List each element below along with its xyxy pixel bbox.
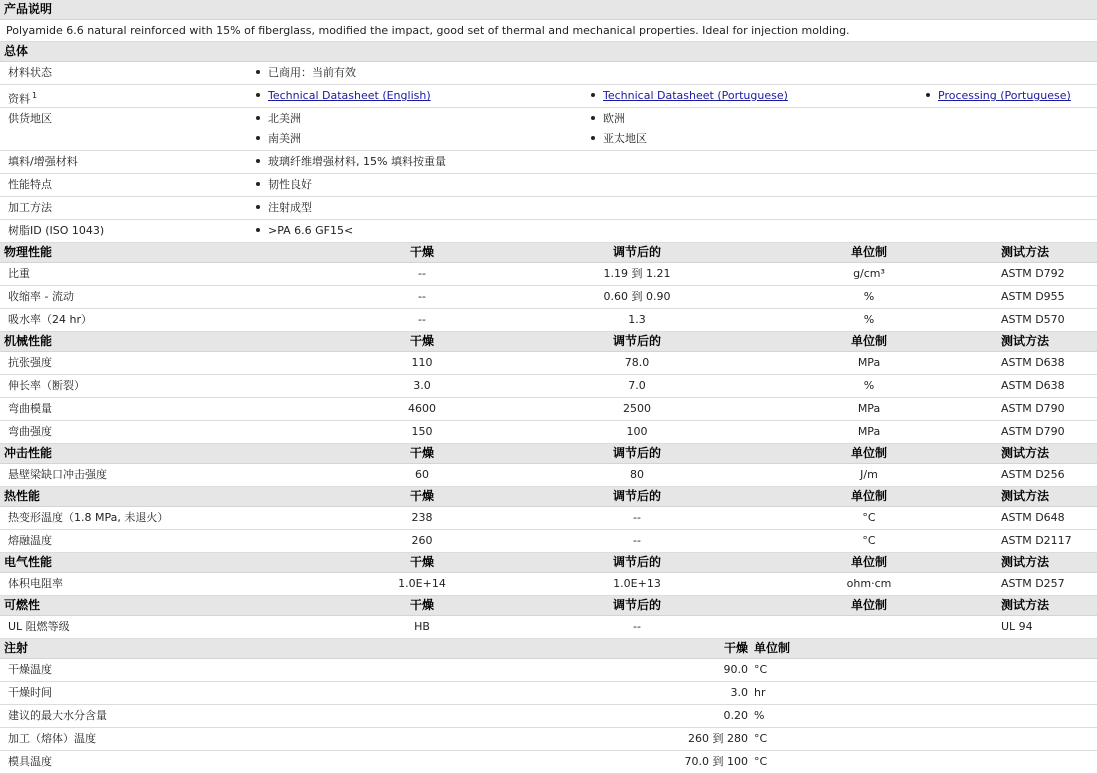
bullet-icon	[591, 116, 595, 120]
section-title: 机械性能	[4, 334, 53, 348]
section-title: 可燃性	[4, 598, 41, 612]
table-row	[0, 286, 1097, 309]
column-header-unit: 单位制	[754, 641, 791, 655]
table-row	[0, 751, 1097, 774]
dry-value: --	[418, 313, 426, 326]
column-header-conditioned: 调节后的	[612, 334, 661, 348]
material-status-label: 材料状态	[8, 66, 52, 79]
bullet-icon	[256, 70, 260, 74]
column-header-conditioned: 调节后的	[612, 489, 661, 503]
unit-value: MPa	[857, 356, 881, 369]
processing-method-row	[0, 197, 1097, 220]
column-header-test-method: 测试方法	[1001, 245, 1050, 259]
dry-value: 60	[415, 468, 429, 481]
column-header-unit: 单位制	[850, 555, 887, 569]
column-header-unit: 单位制	[850, 489, 887, 503]
bullet-icon	[256, 93, 260, 97]
column-header-dry: 干燥	[409, 334, 434, 348]
unit-value: °C	[754, 663, 768, 676]
resin-id-row	[0, 220, 1097, 243]
features-row	[0, 174, 1097, 197]
table-row	[0, 573, 1097, 596]
processing-portuguese-item	[926, 85, 1071, 107]
dry-value: 238	[411, 511, 433, 524]
column-header-unit: 单位制	[850, 598, 887, 612]
column-header-conditioned: 调节后的	[612, 555, 661, 569]
unit-value: MPa	[857, 425, 881, 438]
unit-value: MPa	[857, 402, 881, 415]
column-header-dry: 干燥	[409, 446, 434, 460]
unit-value: g/cm³	[853, 267, 885, 280]
property-name: UL 阻燃等级	[8, 620, 70, 633]
column-header-conditioned: 调节后的	[612, 446, 661, 460]
filler-label: 填料/增强材料	[8, 155, 78, 168]
material-status-row	[0, 62, 1097, 85]
section-header-physical	[0, 243, 1097, 263]
section-header-electrical	[0, 553, 1097, 573]
conditioned-value: 100	[626, 425, 648, 438]
conditioned-value: 80	[630, 468, 644, 481]
conditioned-value: 2500	[623, 402, 651, 415]
column-header-test-method: 测试方法	[1001, 446, 1050, 460]
section-header-mechanical	[0, 332, 1097, 352]
test-method: UL 94	[1001, 620, 1033, 633]
unit-value: °C	[862, 534, 876, 547]
section-header-description: 产品说明	[0, 0, 1097, 20]
test-method: ASTM D790	[1001, 402, 1065, 415]
region-item: 亚太地区	[591, 128, 647, 150]
table-row	[0, 705, 1097, 728]
section-header-general: 总体	[0, 42, 1097, 62]
column-header-test-method: 测试方法	[1001, 334, 1050, 348]
bullet-icon	[256, 228, 260, 232]
resin-id-label: 树脂ID (ISO 1043)	[8, 224, 105, 237]
supply-region-row	[0, 108, 1097, 151]
section-title: 热性能	[4, 489, 41, 503]
region-item: 南美洲	[256, 128, 301, 150]
property-name: 弯曲强度	[8, 425, 52, 438]
bullet-icon	[256, 159, 260, 163]
table-row	[0, 398, 1097, 421]
unit-value: °C	[862, 511, 876, 524]
filler-row	[0, 151, 1097, 174]
table-row	[0, 530, 1097, 553]
column-header-dry: 干燥	[409, 245, 434, 259]
column-header-dry: 干燥	[409, 489, 434, 503]
supply-region-label: 供货地区	[8, 112, 52, 125]
table-row	[0, 263, 1097, 286]
column-header-unit: 单位制	[850, 245, 887, 259]
property-name: 熔融温度	[8, 534, 52, 547]
dry-value: 70.0 到 100	[684, 755, 748, 768]
table-row	[0, 616, 1097, 639]
dry-value: --	[418, 290, 426, 303]
table-row	[0, 507, 1097, 530]
bullet-icon	[591, 136, 595, 140]
table-row	[0, 659, 1097, 682]
property-name: 悬壁梁缺口冲击强度	[8, 468, 107, 481]
conditioned-value: 7.0	[628, 379, 646, 392]
conditioned-value: 1.19 到 1.21	[603, 267, 671, 280]
table-row	[0, 728, 1097, 751]
column-header-unit: 单位制	[850, 334, 887, 348]
column-header-unit: 单位制	[850, 446, 887, 460]
processing-portuguese-link[interactable]: Processing (Portuguese)	[938, 89, 1071, 102]
section-title: 物理性能	[4, 245, 53, 259]
dry-value: 90.0	[723, 663, 748, 676]
injection-rows	[0, 659, 1097, 774]
region-item: 北美洲	[256, 108, 301, 130]
property-name: 建议的最大水分含量	[8, 709, 107, 722]
section-title: 冲击性能	[4, 446, 53, 460]
section-title: 注射	[4, 641, 29, 655]
dry-value: HB	[414, 620, 430, 633]
processing-method-value: 注射成型	[256, 197, 312, 219]
unit-value: %	[863, 290, 875, 303]
conditioned-value: 1.3	[628, 313, 646, 326]
test-method: ASTM D955	[1001, 290, 1065, 303]
property-name: 吸水率（24 hr）	[8, 313, 92, 326]
property-name: 弯曲模量	[8, 402, 52, 415]
dry-value: 260	[411, 534, 433, 547]
conditioned-value: 78.0	[624, 356, 650, 369]
conditioned-value: --	[633, 534, 641, 547]
test-method: ASTM D648	[1001, 511, 1065, 524]
test-method: ASTM D792	[1001, 267, 1065, 280]
bullet-icon	[256, 205, 260, 209]
table-row	[0, 682, 1097, 705]
property-name: 伸长率（断裂）	[8, 379, 85, 392]
test-method: ASTM D638	[1001, 356, 1065, 369]
bullet-icon	[591, 93, 595, 97]
column-header-test-method: 测试方法	[1001, 489, 1050, 503]
property-tables	[0, 243, 1097, 639]
unit-value: hr	[754, 686, 766, 699]
column-header-dry: 干燥	[723, 641, 748, 655]
property-name: 模具温度	[8, 755, 52, 768]
test-method: ASTM D256	[1001, 468, 1065, 481]
test-method: ASTM D257	[1001, 577, 1065, 590]
test-method: ASTM D638	[1001, 379, 1065, 392]
conditioned-value: --	[633, 511, 641, 524]
column-header-test-method: 测试方法	[1001, 598, 1050, 612]
dry-value: 3.0	[413, 379, 431, 392]
table-row	[0, 421, 1097, 444]
dry-value: 4600	[408, 402, 436, 415]
unit-value: %	[863, 379, 875, 392]
column-header-dry: 干燥	[409, 555, 434, 569]
unit-value: J/m	[860, 468, 878, 481]
property-name: 加工（熔体）温度	[8, 732, 96, 745]
filler-value: 玻璃纤维增强材料, 15% 填料按重量	[256, 151, 446, 173]
property-name: 收缩率 - 流动	[8, 290, 74, 303]
property-name: 干燥温度	[8, 663, 52, 676]
table-row	[0, 352, 1097, 375]
property-name: 热变形温度（1.8 MPa, 未退火）	[8, 511, 169, 524]
datasheet-english-link[interactable]: Technical Datasheet (English)	[268, 89, 431, 102]
features-value: 韧性良好	[256, 174, 312, 196]
datasheet-portuguese-item	[591, 85, 788, 107]
dry-value: --	[418, 267, 426, 280]
dry-value: 0.20	[723, 709, 748, 722]
bullet-icon	[256, 136, 260, 140]
documents-row	[0, 85, 1097, 108]
region-item: 欧洲	[591, 108, 625, 130]
unit-value: °C	[754, 755, 768, 768]
dry-value: 1.0E+14	[398, 577, 446, 590]
section-header-impact	[0, 444, 1097, 464]
table-row	[0, 375, 1097, 398]
datasheet-english-item	[256, 85, 431, 107]
test-method: ASTM D790	[1001, 425, 1065, 438]
dry-value: 260 到 280	[688, 732, 748, 745]
resin-id-value: >PA 6.6 GF15<	[256, 220, 353, 242]
material-status-value: 已商用：当前有效	[256, 62, 356, 84]
property-name: 抗张强度	[8, 356, 52, 369]
section-header-injection	[0, 639, 1097, 659]
property-name: 干燥时间	[8, 686, 52, 699]
conditioned-value: 1.0E+13	[613, 577, 661, 590]
datasheet-portuguese-link[interactable]: Technical Datasheet (Portuguese)	[603, 89, 788, 102]
documents-label: 资料 $^1$	[8, 91, 38, 106]
bullet-icon	[926, 93, 930, 97]
property-name: 比重	[8, 267, 30, 280]
processing-method-label: 加工方法	[8, 201, 52, 214]
test-method: ASTM D570	[1001, 313, 1065, 326]
conditioned-value: 0.60 到 0.90	[603, 290, 671, 303]
bullet-icon	[256, 182, 260, 186]
bullet-icon	[256, 116, 260, 120]
features-label: 性能特点	[8, 178, 52, 191]
description-text: Polyamide 6.6 natural reinforced with 15% of fiberglass, modified the impact, good set of thermal and mechanical properties. Ideal for injection molding.	[0, 20, 1097, 42]
dry-value: 110	[411, 356, 433, 369]
test-method: ASTM D2117	[1001, 534, 1072, 547]
section-header-flammability	[0, 596, 1097, 616]
unit-value: °C	[754, 732, 768, 745]
column-header-conditioned: 调节后的	[612, 245, 661, 259]
column-header-dry: 干燥	[409, 598, 434, 612]
column-header-conditioned: 调节后的	[612, 598, 661, 612]
dry-value: 150	[411, 425, 433, 438]
property-name: 体积电阻率	[8, 577, 63, 590]
unit-value: %	[754, 709, 765, 722]
column-header-test-method: 测试方法	[1001, 555, 1050, 569]
section-title: 电气性能	[4, 555, 53, 569]
table-row	[0, 464, 1097, 487]
footnote-marker: 1	[32, 91, 38, 100]
table-row	[0, 309, 1097, 332]
section-header-thermal	[0, 487, 1097, 507]
conditioned-value: --	[633, 620, 641, 633]
dry-value: 3.0	[730, 686, 748, 699]
unit-value: ohm·cm	[846, 577, 892, 590]
unit-value: %	[863, 313, 875, 326]
